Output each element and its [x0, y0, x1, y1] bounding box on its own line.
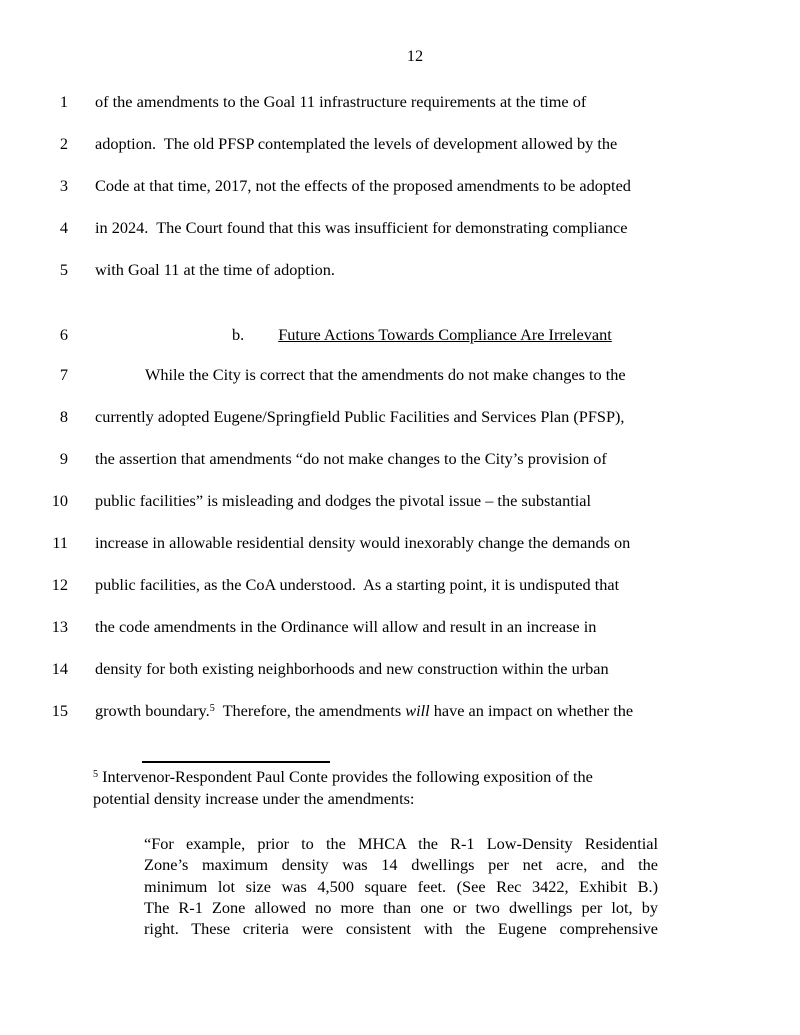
text-segment: have an impact on whether the [429, 701, 634, 720]
body-line [0, 659, 800, 683]
body-line [0, 407, 800, 431]
footnote-block-quote [144, 833, 658, 939]
emphasized-text: will [405, 701, 430, 720]
heading-label: b. [232, 325, 245, 344]
body-line [0, 218, 800, 242]
body-line [0, 575, 800, 599]
line-number: 13 [51, 617, 68, 636]
footnote-reference: 5 [209, 702, 215, 714]
body-line [0, 491, 800, 515]
heading-title: Future Actions Towards Compliance Are Irrelevant [278, 325, 612, 344]
page-number: 12 [406, 46, 424, 65]
line-text: public facilities, as the CoA understood. As a starting point, it is undisputed that [95, 575, 620, 594]
text-segment: Therefore, the amendments [214, 701, 406, 720]
section-heading [95, 325, 755, 345]
line-text: density for both existing neighborhoods and new construction within the urban [95, 659, 609, 678]
body-line [0, 325, 800, 349]
footnote-marker: 5 [93, 768, 99, 780]
quote-line: “For example, prior to the MHCA the R-1 Low-Density Residential [144, 834, 658, 853]
line-number: 5 [59, 260, 68, 279]
body-line [0, 701, 800, 725]
line-text: in 2024. The Court found that this was insufficient for demonstrating compliance [95, 218, 628, 237]
quote-line: The R-1 Zone allowed no more than one or two dwellings per lot, by [144, 897, 658, 917]
line-number: 8 [59, 407, 68, 426]
line-number: 15 [51, 701, 68, 720]
line-number: 9 [59, 449, 68, 468]
line-number: 14 [51, 659, 68, 678]
line-number: 2 [59, 134, 68, 153]
line-number: 10 [51, 491, 68, 510]
quote-line: minimum lot size was 4,500 square feet. (See Rec 3422, Exhibit B.) [144, 876, 658, 896]
body-line [0, 617, 800, 641]
body-line [0, 176, 800, 200]
footnote-line: $^5$ Intervenor-Respondent Paul Conte provides the following exposition of the [93, 767, 593, 786]
line-number: 4 [59, 218, 68, 237]
line-number: 7 [59, 365, 68, 384]
line-text: public facilities” is misleading and dodges the pivotal issue – the substantial [95, 491, 592, 510]
text-segment: growth boundary. [95, 701, 210, 720]
line-text: increase in allowable residential density would inexorably change the demands on [95, 533, 631, 552]
line-number: 6 [59, 325, 68, 344]
quote-line: Zone’s maximum density was 14 dwellings per net acre, and the [144, 855, 658, 875]
quote-line: right. These criteria were consistent with the Eugene comprehensive [144, 919, 658, 939]
line-text: the code amendments in the Ordinance will allow and result in an increase in [95, 617, 597, 636]
line-number: 1 [59, 92, 68, 111]
line-text [95, 701, 755, 721]
line-number: 12 [51, 575, 68, 594]
line-text: adoption. The old PFSP contemplated the levels of development allowed by the [95, 134, 618, 153]
line-number: 11 [52, 533, 68, 552]
line-text: While the City is correct that the amendments do not make changes to the [145, 365, 626, 384]
body-line [0, 92, 800, 116]
body-line [0, 260, 800, 284]
footnote [93, 766, 665, 810]
footnote-line: potential density increase under the amendments: [93, 789, 415, 808]
line-text: Code at that time, 2017, not the effects of the proposed amendments to be adopted [95, 176, 631, 195]
body-line [0, 365, 800, 389]
line-text: with Goal 11 at the time of adoption. [95, 260, 335, 279]
footnote-separator [142, 761, 330, 763]
line-text: of the amendments to the Goal 11 infrastructure requirements at the time of [95, 92, 587, 111]
line-text: the assertion that amendments “do not make changes to the City’s provision of [95, 449, 607, 468]
body-line [0, 449, 800, 473]
line-text: currently adopted Eugene/Springfield Public Facilities and Services Plan (PFSP), [95, 407, 625, 426]
body-line [0, 533, 800, 557]
body-line [0, 134, 800, 158]
line-number: 3 [59, 176, 68, 195]
